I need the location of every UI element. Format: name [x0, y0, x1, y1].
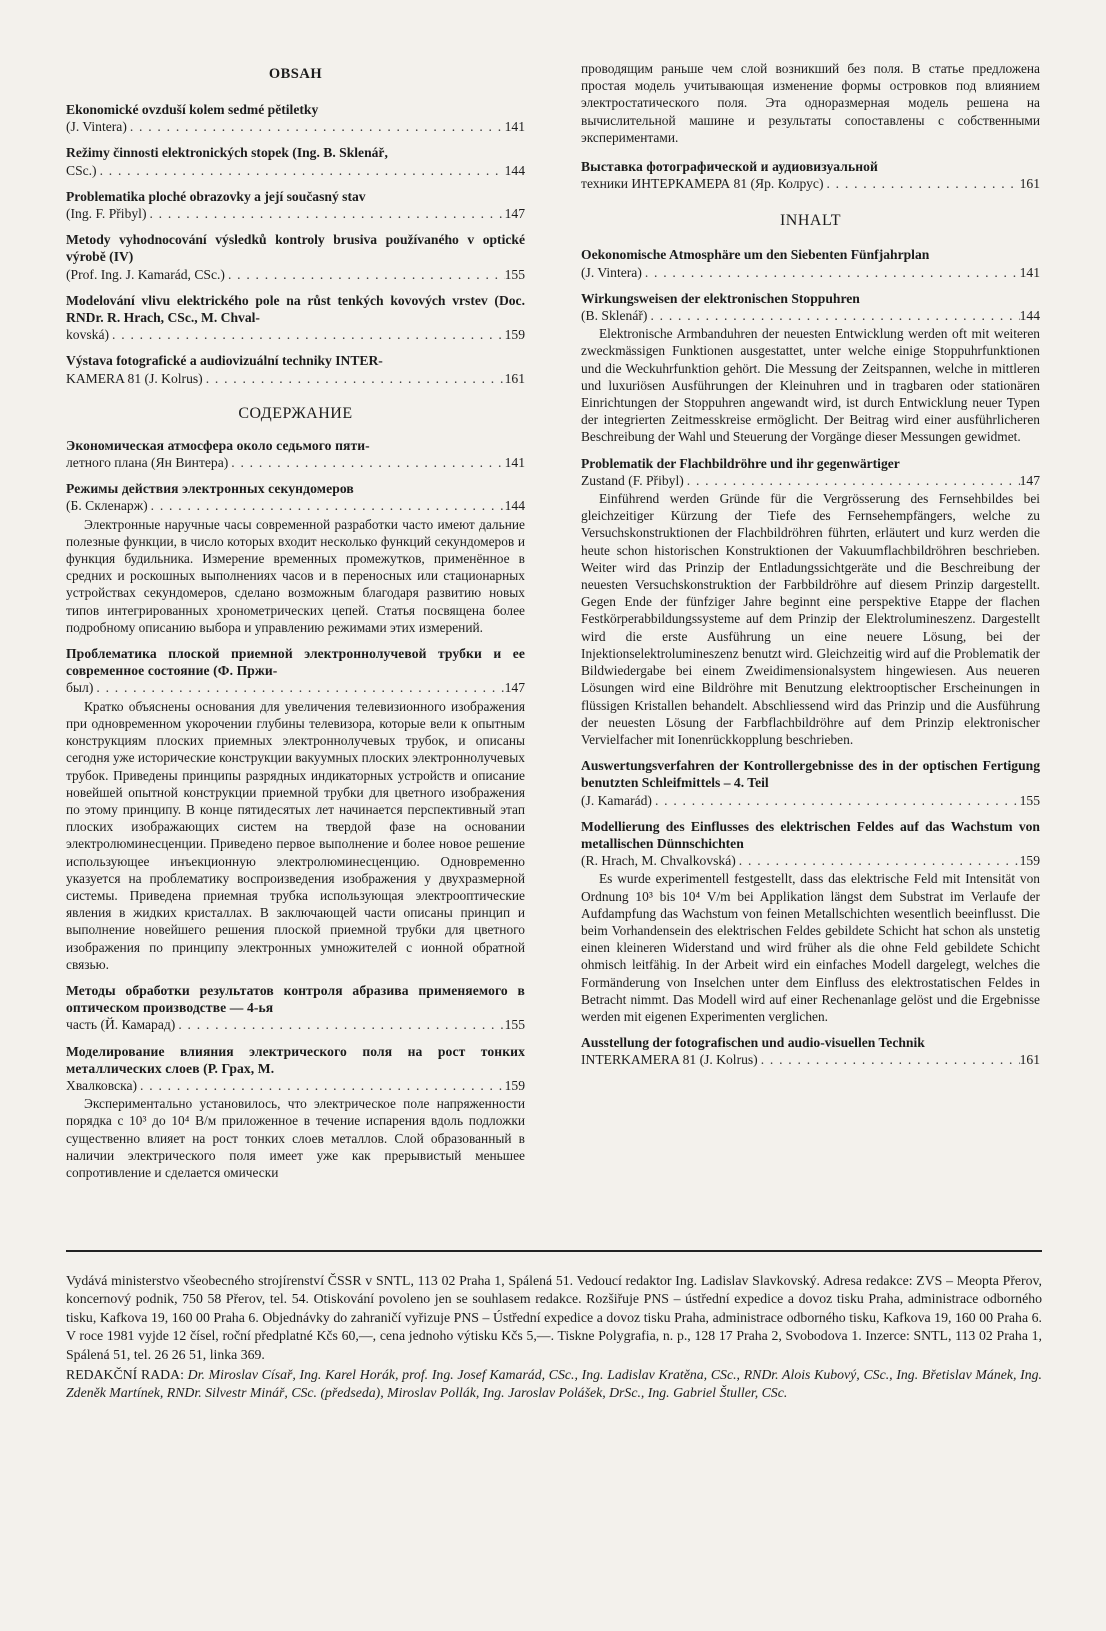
leader-dots — [127, 118, 505, 135]
entry-abstract: Кратко объяснены основания для увеличения телевизионного изображения при одновременном укорочении глубины телевизора, которые вели к опытным конструкциям плоских приемных электроннолучевых трубок, и описаны сегодня уже исторические конструкции вакуумных плоских электроннолучевых трубок. Приведены принципы разрядных индикаторных устройств и описание новейшей опытной конструкции приемной трубки для цветного изображения по этому принципу. В конце пятидесятых лет начинается перспективный этап плоских изображающих систем на твердой фазе на основании электролюминесценции. Приведено первое выполнение и более новое решение использующее инъекционную электролюминесценцию. Одновременно указуется на проблематику воспроизведения изображения у двухразмерной системы. Приведена приемная трубка использующая электрооптические явления в жидких кристаллах. В заключающей части описаны принцип и выполнение новейшего решения плоской приемной трубки для цветного изображения по принципу электронных умножителей с ионной обратной связью. — [66, 698, 525, 972]
entry-title: Методы обработки результатов контроля абразива применяемого в оптическом производстве — 4-ья — [66, 982, 525, 1016]
soderzhanie-entry — [66, 1043, 525, 1182]
entry-author: (J. Vintera) — [581, 264, 642, 280]
editorial-board — [66, 1366, 1042, 1403]
obsah-entry — [66, 352, 525, 386]
leader-dots — [684, 472, 1020, 489]
entry-author-line — [66, 1016, 525, 1033]
soderzhanie-list — [66, 437, 525, 1181]
entry-author-line — [66, 326, 525, 343]
page-number: 159 — [504, 1077, 525, 1093]
entry-title: Моделирование влияния электрического поля на рост тонких металлических слоев (Р. Грах, М. — [66, 1043, 525, 1076]
page-number: 144 — [504, 498, 525, 514]
leader-dots — [109, 326, 505, 343]
entry-author-line — [66, 266, 525, 283]
page-number: 161 — [1019, 176, 1040, 192]
leader-dots — [642, 264, 1020, 281]
imprint-text: Vydává ministerstvo všeobecného strojírenství ČSSR v SNTL, 113 02 Praha 1, Spálená 51. Vedoucí redaktor Ing. Ladislav Slavkovský. Adresa redakce: ZVS – Meopta Přerov, koncernový podnik, 750 58 Přerov, tel. 54. Otiskování povoleno jen se souhlasem redakce. Rozšiřuje PNS – ústřední expedice a dovoz tisku Praha, administrace odborného tisku, Kafkova 19, 160 00 Praha 6. Objednávky do zahraničí vyřizuje PNS – Ústřední expedice a dovoz tisku Praha, administrace odborného tisku, Kafkova 19, 160 00 Praha 6. V roce 1981 vyjde 12 čísel, roční předplatné Kčs 60,—, cena jednoho výtisku Kčs 5,—. Tiskne Polygrafia, n. p., 128 17 Praha 2, Svobodova 1. Inzerce: SNTL, 113 02 Praha 1, Spálená 51, tel. 26 26 51, linka 369. — [66, 1273, 1042, 1362]
entry-author: (Б. Скленарж) — [66, 498, 148, 514]
entry-author: (R. Hrach, M. Chvalkovská) — [581, 853, 736, 869]
ru-continuation-text: проводящим раньше чем слой возникший без поля. В статье предложена простая модель учитывающая изменение формы островков под влиянием электростатического поля. Эта одноразмерная модель решена на вычислительной машине и результаты сопоставлены с собственными экспериментами. — [581, 61, 1040, 145]
entry-author: Хвалковска) — [66, 1077, 138, 1093]
editorial-board-members: Dr. Miroslav Císař, Ing. Karel Horák, prof. Ing. Josef Kamarád, CSc., Ing. Ladislav Kratěna, CSc., RNDr. Alois Kubový, CSc., Ing. Břetislav Mánek, Ing. Zdeněk Martínek, RNDr. Silvestr Minář, CSc. (předseda), Miroslav Pollák, Ing. Jaroslav Polášek, DrSc., Ing. Gabriel Štuller, CSc. — [66, 1367, 1042, 1401]
page-number: 161 — [1019, 1052, 1040, 1068]
entry-author-line — [581, 307, 1040, 324]
leader-dots — [652, 792, 1020, 809]
entry-author: kovská) — [66, 327, 110, 343]
entry-author: (J. Kamarád) — [581, 792, 652, 808]
entry-author: INTERKAMERA 81 (J. Kolrus) — [581, 1052, 758, 1068]
page-number: 159 — [504, 327, 525, 343]
soderzhanie-entry — [66, 480, 525, 636]
inhalt-list — [581, 246, 1040, 1068]
page-number: 155 — [504, 1017, 525, 1033]
entry-title: Ekonomické ovzduší kolem sedmé pětiletky — [66, 102, 319, 117]
entry-author: Zustand (F. Přibyl) — [581, 472, 684, 488]
leader-dots — [175, 1016, 504, 1033]
entry-title: Wirkungsweisen der elektronischen Stoppuhren — [581, 290, 860, 306]
entry-author-line — [66, 454, 525, 471]
page-number: 147 — [504, 680, 525, 696]
inhalt-heading: INHALT — [779, 212, 842, 230]
leader-dots — [758, 1051, 1020, 1068]
page-number: 161 — [504, 370, 525, 386]
inhalt-entry — [581, 1034, 1040, 1068]
entry-author-line — [581, 472, 1040, 489]
entry-author-line — [66, 1077, 525, 1094]
left-column — [66, 60, 525, 1190]
inhalt-entry — [581, 757, 1040, 809]
page-number: 141 — [504, 119, 525, 135]
soderzhanie-entry — [581, 158, 1040, 192]
entry-author: летного плана (Ян Винтера) — [66, 455, 229, 471]
entry-author: CSc.) — [66, 162, 97, 178]
entry-title: Režimy činnosti elektronických stopek (Ing. B. Sklenář, — [66, 145, 388, 161]
entry-title: Режимы действия электронных секундомеров — [66, 481, 354, 497]
leader-dots — [736, 852, 1020, 869]
entry-author: был) — [66, 680, 94, 696]
page-number: 144 — [1019, 308, 1040, 324]
soderzhanie-entry — [66, 982, 525, 1034]
leader-dots — [93, 679, 504, 696]
page-number: 141 — [504, 455, 525, 471]
page-number: 144 — [504, 162, 525, 178]
soderzhanie-entry — [66, 437, 525, 471]
entry-title: Выставка фотографической и аудиовизуальной — [581, 159, 878, 175]
entry-author-line — [66, 205, 525, 222]
page-number: 147 — [1019, 472, 1040, 488]
entry-author: часть (Й. Камарад) — [66, 1017, 176, 1033]
page-number: 147 — [504, 206, 525, 222]
entry-abstract: Elektronische Armbanduhren der neuesten Entwicklung werden oft mit weiteren zweckmässigen Funktionen ausgestattet, unter welche einige Stoppuhrfunktionen und die Weckuhrfunktion gehört. Die Messung der Zeitspannen, welche in mittleren und luxuriösen Ausführungen der Kleinuhren und in tragbaren oder stationären Einrichtungen der Stoppuhren angewandt wird, ist durch Entwicklung neuer Typen der integrierten Zeitmesskreise ermöglicht. Der Beitrag wird einer ausführlicheren Beschreibung der Wahl und Steuerung der Vorgänge dieser Messungen gewidmet. — [581, 326, 1040, 445]
entry-author-line — [581, 792, 1040, 809]
entry-abstract: Es wurde experimentell festgestellt, dass das elektrische Feld mit Intensität von Ordnung 10³ bis 10⁴ V/m bei Applikation längst dem Substrat im Verlaufe der Aufdampfung das Wachstum von feinen Metallschichten wesentlich beeinflusst. Die beim Vorhandensein des elektrischen Feldes gebildete Schicht hat schon als unstetig einen kleineren Widerstand und wird früher als die ohne Feld gebildete Schicht ohmisch leitfähig. In der Arbeit wird ein einfaches Modell dargelegt, welches die Formänderung von Inselchen unter dem Einfluss des elektrostatischen Feldes in Betracht nimmt. Das Modell wird auf einer Rechenanlage gelöst und die Ergebnisse werden mit eigenen Experimenten verglichen. — [581, 871, 1040, 1024]
entry-author-line — [66, 370, 525, 387]
entry-author: (Prof. Ing. J. Kamarád, CSc.) — [66, 266, 225, 282]
soderzhanie-heading: СОДЕРЖАНИЕ — [238, 404, 353, 422]
obsah-entry — [66, 144, 525, 178]
leader-dots — [647, 307, 1019, 324]
entry-author-line — [581, 175, 1040, 192]
leader-dots — [823, 175, 1019, 192]
leader-dots — [225, 266, 505, 283]
entry-author: (J. Vintera) — [66, 119, 127, 135]
leader-dots — [137, 1077, 505, 1094]
entry-title: Auswertungsverfahren der Kontrollergebnisse des in der optischen Fertigung benutzten Schleifmittels – 4. Teil — [581, 758, 1040, 791]
soderzhanie-entry — [66, 645, 525, 973]
entry-author-line — [66, 497, 525, 514]
entry-author: (Ing. F. Přibyl) — [66, 206, 147, 222]
page-number: 155 — [1019, 792, 1040, 808]
soderzhanie-last-entry — [581, 158, 1040, 192]
entry-title: Экономическая атмосфера около седьмого пяти- — [66, 437, 370, 453]
entry-title: Oekonomische Atmosphäre um den Siebenten Fünfjahrplan — [581, 247, 930, 263]
entry-title: Modellierung des Einflusses des elektrischen Feldes auf das Wachstum von metallischen Dünnschichten — [581, 818, 1040, 851]
entry-title: Problematik der Flachbildröhre und ihr gegenwärtiger — [581, 455, 900, 471]
obsah-entry — [66, 101, 525, 135]
leader-dots — [203, 370, 505, 387]
page-number: 141 — [1019, 264, 1040, 280]
inhalt-entry — [581, 246, 1040, 280]
entry-author-line — [581, 852, 1040, 869]
obsah-list — [66, 101, 525, 387]
entry-author-line — [66, 162, 525, 179]
entry-author-line — [581, 1051, 1040, 1068]
entry-abstract: Экспериментально установилось, что электрическое поле напряженности порядка с 10³ до 10⁴ В/м приложенное в течение испарения вдоль подложки существенно влияет на рост тонких слоев металлов. Слой образованный в наличии электрического поля имеет уже как прерывистый меньшее сопротивление и сделается омически — [66, 1096, 525, 1180]
inhalt-entry — [581, 455, 1040, 748]
entry-author-line — [66, 118, 525, 135]
entry-title: Modelování vlivu elektrického pole na růst tenkých kovových vrstev (Doc. RNDr. R. Hrach, CSc., M. Chval- — [66, 292, 525, 326]
entry-author: техники ИНТЕРКАМЕРА 81 (Яр. Колрус) — [581, 176, 824, 192]
entry-author: KAMERA 81 (J. Kolrus) — [66, 370, 203, 386]
leader-dots — [97, 162, 505, 179]
entry-author: (B. Sklenář) — [581, 308, 648, 324]
obsah-heading: OBSAH — [268, 66, 323, 82]
obsah-entry — [66, 292, 525, 344]
footer-rule — [66, 1250, 1042, 1252]
obsah-entry — [66, 188, 525, 222]
inhalt-entry — [581, 818, 1040, 1025]
page-number: 159 — [1019, 853, 1040, 869]
inhalt-entry — [581, 290, 1040, 446]
entry-title: Проблематика плоской приемной электроннолучевой трубки и ее современное состояние (Ф. Пржи- — [66, 646, 525, 679]
leader-dots — [148, 497, 505, 514]
entry-author-line — [66, 679, 525, 696]
leader-dots — [146, 205, 504, 222]
entry-abstract: Einführend werden Gründe für die Vergrösserung des Fernsehbildes bei gleichzeitiger Kürzung der Tiefe des Fernsehempfängers, welche zu Versuchskonstruktionen der Flachbildröhren führten, erläutert und kurz werden die heute schon historischen Konstruktionen der Vakuumflachbildröhren beschrieben. Weiter wird das Prinzip der Entladungssichtgeräte und die Beschreibung der neuesten Versuchskonstruktion der Farbbildröhre auf diesem Prinzip dargestellt. Gegen Ende der fünfziger Jahre beginnt eine perspektive Etappe der flachen Festkörperabbildungssysteme auf dem Prinzip der Elektrolumineszenz. Dargestellt wird die erste Ausführung un eine neuere Lösung, bei der Injektionselektrolumineszenz benutzt wird. Gleichzeitig wird auf die Problematik der Bildwiedergabe bei einem Zweidimensionalsystem hingewiesen. Aus neueren Lösungen wird eine Bildröhre mit Benutzung elektrooptischer Erscheinungen in flüssigen Kristallen behandelt. Abschliessend wird das Prinzip und die Ausführung der neuesten Lösung der Farbflachbildröhre auf dem Prinzip elektronischer Vervielfacher mit Ionenrückkopplung beschrieben. — [581, 491, 1040, 747]
entry-title: Problematika ploché obrazovky a její současný stav — [66, 188, 366, 204]
entry-abstract: Электронные наручные часы современной разработки часто имеют дальние полезные функции, в число которых входит несколько функций секундомеров и функция будильника. Измерение временных промежутков, применённое в средних и роскошных выполнениях часов и в переносных или стационарных устройствах секундомеров, сделано возможным благодаря развитию новых типов интегрированных хронометрических цепей. Статья посвящена более подробному описанию выбора и управлению режимами этих измерений. — [66, 516, 525, 635]
entry-author-line — [581, 264, 1040, 281]
entry-title: Ausstellung der fotografischen und audio-visuellen Technik — [581, 1035, 925, 1051]
entry-title: Výstava fotografické a audiovizuální techniky INTER- — [66, 353, 383, 369]
page-number: 155 — [504, 266, 525, 282]
editorial-board-label: REDAKČNÍ RADA: — [66, 1367, 184, 1382]
entry-title: Metody vyhodnocování výsledků kontroly brusiva používaného v optické výrobě (IV) — [66, 232, 525, 265]
obsah-entry — [66, 231, 525, 283]
right-column — [581, 60, 1040, 1078]
leader-dots — [228, 454, 504, 471]
